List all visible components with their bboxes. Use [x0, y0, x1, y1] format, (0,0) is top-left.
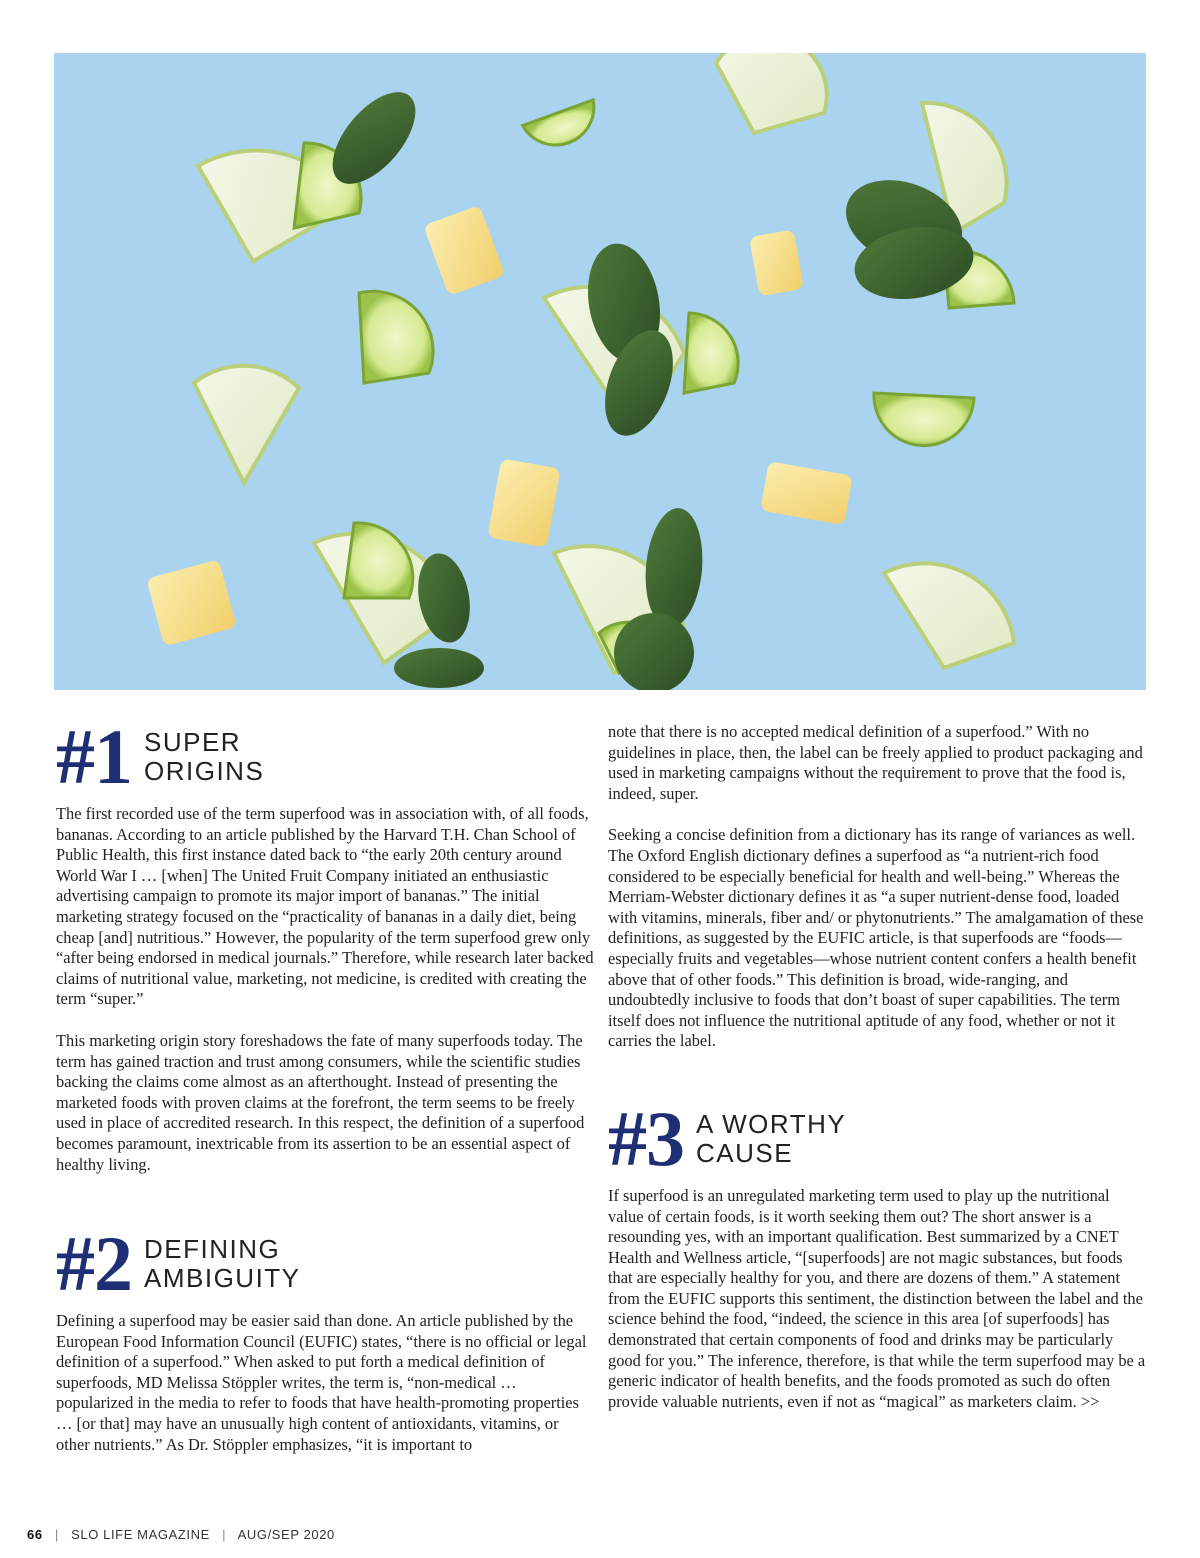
section-2-continuation-1: note that there is no accepted medical definition of a superfood.” With no guidelines in place, then, the label can be freely applied to product packaging and used in marketing campaigns without the requirement to prove that the food is, indeed, super. [608, 722, 1143, 803]
right-column [608, 722, 1148, 1412]
section-1-title: SUPER ORIGINS [144, 727, 265, 786]
section-3-heading [608, 1094, 1148, 1182]
section-1-paragraph-1: The first recorded use of the term superfood was in association with, of all foods, bananas. According to an article published by the Harvard T.H. Chan School of Public Health, this first instance dated back to “the early 20th century around World War I … [when] The United Fruit Company initiated an enthusiastic advertising campaign to promote its major import of bananas.” The initial marketing strategy focused on the “practicality of bananas in a daily diet, being cheap [and] nutritious.” However, the popularity of the term superfood grew only “after being endorsed in medical journals.” Therefore, while research later backed claims of nutritional value, marketing, not medicine, is credited with creating the term “super.” [56, 804, 594, 1009]
section-1-number: #1 [56, 713, 132, 800]
fruit-illustration [54, 53, 1146, 690]
publication-name: SLO LIFE MAGAZINE [71, 1527, 210, 1542]
section-3-paragraph-1: If superfood is an unregulated marketing term used to play up the nutritional value of certain foods, is it worth seeking them out? The short answer is a resounding yes, with an important qualification. Best summarized by a CNET Health and Wellness article, “[superfoods] are not magic substances, but foods that are especially healthy for you, and there are dozens of them.” A statement from the EUFIC supports this sentiment, the distinction between the label and the science behind the food, “indeed, the science in this area [of superfoods] has demonstrated that certain components of food and drinks may be particularly good for you.” The inference, therefore, is that while the term superfood may be a generic indicator of health benefits, and the foods promoted as such do often provide valuable nutrients, even if not as “magical” as marketers claim. >> [608, 1185, 1146, 1411]
footer-separator: | [54, 1527, 59, 1542]
section-2-paragraph-1: Defining a superfood may be easier said than done. An article published by the European Food Information Council (EUFIC) states, “there is no official or legal definition of a superfood.” When asked to put forth a medical definition of superfoods, MD Melissa Stöppler writes, the term is, “non-medical … popularized in the media to refer to foods that have health-promoting properties … [or that] may have an unusually high content of antioxidants, vitamins, or other nutrients.” As Dr. Stöppler emphasizes, “it is important to [56, 1311, 587, 1454]
section-2-number: #2 [56, 1220, 132, 1308]
hero-photo [54, 53, 1146, 690]
section-2-continuation-2: Seeking a concise definition from a dictionary has its range of variances as well. The Oxford English dictionary defines a superfood as “a nutrient-rich food considered to be especially beneficial for health and well-being.” Whereas the Merriam-Webster dictionary defines it as “a super nutrient-dense food, loaded with vitamins, minerals, fiber and/ or phytonutrients.” The amalgamation of these definitions, as suggested by the EUFIC article, is that superfoods are “foods—especially fruits and vegetables—whose nutrient content confers a health benefit above that of other foods.” This definition is broad, wide-ranging, and undoubtedly inclusive to foods that don’t boast of super capabilities. The term itself does not influence the nutritional aptitude of any food, whether or not it carries the label. [608, 825, 1144, 1051]
left-column [56, 713, 596, 1455]
footer-separator: | [222, 1527, 227, 1542]
section-3-title: A WORTHY CAUSE [696, 1108, 847, 1168]
page-footer [27, 1527, 335, 1542]
section-1-heading [56, 713, 596, 800]
section-3-number: #3 [608, 1094, 684, 1182]
section-1-paragraph-2: This marketing origin story foreshadows the fate of many superfoods today. The term has gained traction and trust among consumers, while the scientific studies backing the claims come almost as an afterthought. Instead of presenting the marketed foods with proven claims at the forefront, the term seems to be freely used in place of accredited research. In this respect, the definition of a superfood becomes paramount, inextricable from its assertion to be an essential aspect of healthy living. [56, 1030, 585, 1174]
section-2-heading [56, 1220, 596, 1308]
section-2-title: DEFINING AMBIGUITY [144, 1234, 301, 1294]
issue-date: AUG/SEP 2020 [237, 1527, 335, 1542]
page-number: 66 [27, 1527, 43, 1542]
